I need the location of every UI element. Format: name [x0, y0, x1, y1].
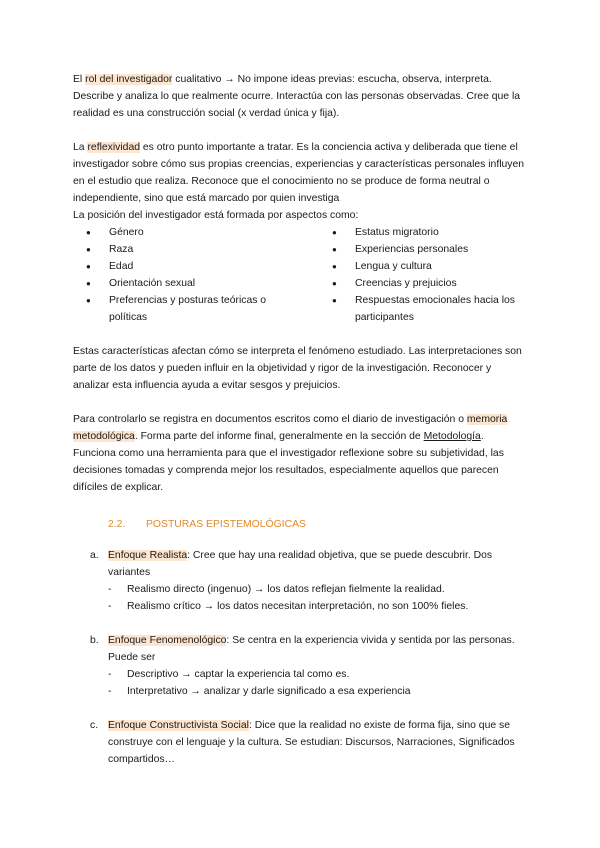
reflexividad-block — [73, 139, 529, 224]
list-item: ● Edad — [86, 258, 291, 275]
highlight-reflexividad: reflexividad — [87, 142, 141, 153]
list-item: ● Creencias y prejuicios — [332, 275, 532, 292]
sub-list — [108, 666, 530, 700]
list-label: a. — [90, 550, 99, 561]
paragraph-caracteristicas: Estas características afectan cómo se interpreta el fenómeno estudiado. Las interpretaciones son parte de los datos y pueden influir en la objetividad y rigor de la investigación. Reconocer y analizar esta influencia ayuda a evitar sesgos y prejuicios. — [73, 346, 522, 391]
text-run: cualitativo → No impone ideas previas: escucha, observa, interpreta. Describe y analiza lo que realmente ocurre. Interactúa con las personas observadas. Cree que la realidad es una construcción social (x verdad única y fija). — [73, 74, 521, 119]
list-item: ● Experiencias personales — [332, 241, 532, 258]
text-run: : Cree que hay una realidad objetiva, que se puede descubrir. Dos variantes — [108, 550, 493, 578]
highlight-enfoque-realista: Enfoque Realista — [108, 550, 188, 561]
text-run: . Forma parte del informe final, generalmente en la sección de — [134, 431, 424, 442]
enfoque-realista — [90, 547, 530, 615]
paragraph-control — [73, 411, 529, 496]
text-run: La — [73, 142, 88, 153]
enfoque-fenomenologico — [90, 632, 530, 700]
list-item: ● Raza — [86, 241, 291, 258]
highlight-rol-investigador: rol del investigador — [85, 74, 173, 85]
underlined-metodologia: Metodología — [423, 431, 481, 442]
sub-item: - Interpretativo → analizar y darle significado a esa experiencia — [108, 683, 530, 700]
text-run: es otro punto importante a tratar. Es la conciencia activa y deliberada que tiene el investigador sobre cómo sus propias creencias, experiencias y características personales influyen en el estudio que realiza. Reconoce que el conocimiento no se produce de forma neutral o independiente, sino que está marcado por quien investiga — [73, 142, 525, 204]
list-label: b. — [90, 635, 99, 646]
section-heading — [108, 516, 306, 533]
list-item: ● Género — [86, 224, 291, 241]
paragraph-rol-investigador — [73, 71, 529, 122]
sub-item: - Realismo crítico → los datos necesitan interpretación, no son 100% fieles. — [108, 598, 530, 615]
highlight-enfoque-fenomenologico: Enfoque Fenomenológico — [108, 635, 227, 646]
text-run: Para controlarlo se registra en documentos escritos como el diario de investigación o — [73, 414, 467, 425]
list-item: ● Preferencias y posturas teóricas o políticas — [86, 292, 291, 326]
list-item: ● Respuestas emocionales hacia los participantes — [332, 292, 532, 326]
paragraph-posicion: La posición del investigador está formada por aspectos como: — [73, 210, 359, 221]
text-run: : Se centra en la experiencia vivida y sentida por las personas. Puede ser — [108, 635, 515, 663]
sub-item: - Descriptivo → captar la experiencia tal como es. — [108, 666, 530, 683]
text-run: . Funciona como una herramienta para que el investigador reflexione sobre su subjetividad, las decisiones tomadas y comprenda mejor los resultados, especialmente aquellos que parecen difíciles de explicar. — [73, 431, 504, 493]
aspectos-left-column — [86, 224, 291, 326]
enfoque-constructivista — [90, 717, 530, 768]
text-run: : Dice que la realidad no existe de forma fija, sino que se construye con el lenguaje y la cultura. Se estudian: Discursos, Narraciones, Significados compartidos… — [108, 720, 515, 765]
paragraph-reflexividad — [73, 139, 529, 207]
section-title: POSTURAS EPISTEMOLÓGICAS — [146, 519, 306, 530]
highlight-memoria-metodologica: memoria metodológica — [73, 414, 508, 442]
highlight-enfoque-constructivista: Enfoque Constructivista Social — [108, 720, 249, 731]
list-item: ● Lengua y cultura — [332, 258, 532, 275]
text-run: El — [73, 74, 86, 85]
aspectos-right-column — [332, 224, 532, 326]
sub-item: - Realismo directo (ingenuo) → los datos reflejan fielmente la realidad. — [108, 581, 530, 598]
list-label: c. — [90, 720, 99, 731]
list-item: ● Orientación sexual — [86, 275, 291, 292]
list-item: ● Estatus migratorio — [332, 224, 532, 241]
sub-list — [108, 581, 530, 615]
section-number: 2.2. — [108, 519, 126, 530]
